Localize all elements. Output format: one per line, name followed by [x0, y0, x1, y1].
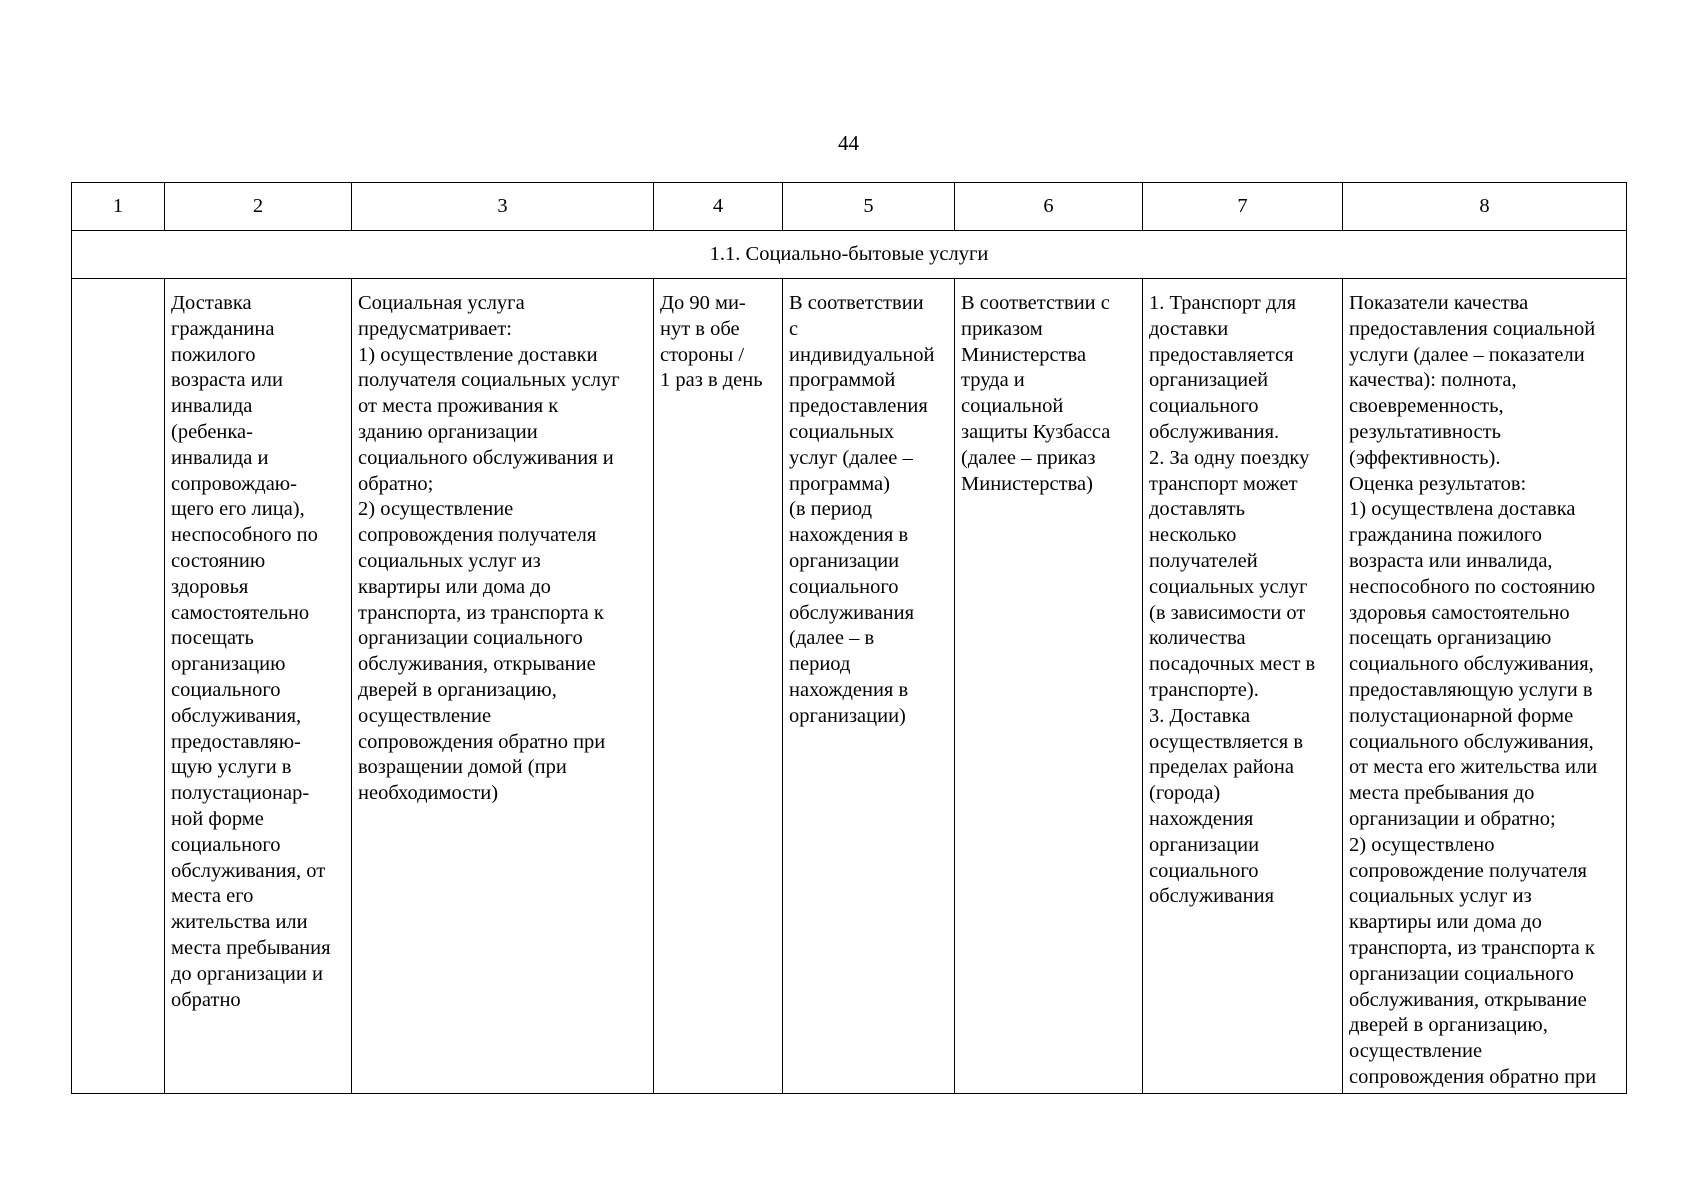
cell-text-line: приказом — [961, 317, 1043, 340]
cell-text-line: зданию организации — [358, 420, 538, 443]
cell-text-line: организацией — [1149, 369, 1269, 392]
cell-text-line: социальных услуг из — [1349, 885, 1532, 908]
cell-text-line: социального — [1149, 395, 1259, 418]
cell-quality-indicators — [1343, 279, 1627, 1094]
cell-text-line: (эффективность). — [1349, 446, 1501, 469]
cell-text-line: В соответствии — [789, 292, 924, 314]
cell-volume — [783, 279, 955, 1094]
cell-text-line: организации) — [789, 704, 906, 727]
cell-text-line: здоровья — [171, 575, 249, 598]
cell-text-line: Социальная услуга — [358, 292, 525, 314]
cell-text-line: обслуживания, от — [171, 859, 326, 882]
cell-text-line: неспособного по — [171, 524, 318, 547]
cell-text-line: инвалида и — [171, 446, 269, 469]
cell-text-line: социального обслуживания и — [358, 446, 614, 469]
cell-text-line: дверей в организацию, — [1349, 1014, 1548, 1037]
cell-text-line: нахождения — [1149, 807, 1254, 830]
cell-text-line: посещать организацию — [1349, 627, 1552, 650]
cell-text-line: социального — [789, 575, 899, 598]
cell-text-line: от места проживания к — [358, 395, 559, 418]
cell-text-line: гражданина пожилого — [1349, 524, 1543, 547]
cell-text-line: дверей в организацию, — [358, 678, 557, 701]
cell-text-line: обслуживания — [1149, 885, 1275, 908]
cell-text-line: социального обслуживания, — [1349, 653, 1594, 676]
cell-text-line: транспорта, из транспорта к — [358, 601, 604, 624]
cell-text-line: транспорта, из транспорта к — [1349, 936, 1595, 959]
cell-text-line: до организации и — [171, 962, 323, 985]
cell-text-line: предоставления социальной — [1349, 317, 1596, 340]
cell-text-line: получателей — [1149, 549, 1258, 572]
cell-text-line: 1 раз в день — [660, 369, 763, 392]
cell-text-line: жительства или — [171, 911, 308, 934]
column-header-1: 1 — [72, 183, 165, 231]
cell-text-line: (далее – в — [789, 627, 875, 650]
cell-text-line: Министерства) — [961, 472, 1093, 495]
cell-text-line: ной форме — [171, 807, 264, 830]
column-header-3: 3 — [352, 183, 654, 231]
cell-text-line: социального — [171, 833, 281, 856]
cell-text-line: обслуживания, — [171, 704, 302, 727]
cell-text-line: щего его лица), — [171, 498, 305, 521]
cell-text-line: квартиры или дома до — [358, 575, 551, 598]
cell-service-description — [352, 279, 654, 1094]
cell-text-line: социальной — [961, 395, 1064, 418]
cell-text-line: организации социального — [358, 627, 583, 650]
cell-text-line: возращении домой (при — [358, 756, 567, 779]
cell-text-line: 1) осуществление доставки — [358, 343, 598, 366]
services-table — [71, 182, 1627, 1094]
column-header-7: 7 — [1143, 183, 1343, 231]
cell-text-line: результативность — [1349, 420, 1501, 443]
cell-text-line: социального — [1149, 859, 1259, 882]
column-header-8: 8 — [1343, 183, 1627, 231]
cell-text-line: защиты Кузбасса — [961, 420, 1111, 443]
cell-text-line: стороны / — [660, 343, 745, 366]
cell-text-line: состоянию — [171, 549, 266, 572]
cell-conditions — [1143, 279, 1343, 1094]
cell-text-line: качества): полнота, — [1349, 369, 1517, 392]
cell-text-line: гражданина — [171, 317, 275, 340]
cell-text-line: обратно; — [358, 472, 434, 495]
cell-text-line: (в зависимости от — [1149, 601, 1306, 624]
cell-text-line: (города) — [1149, 782, 1221, 805]
cell-text-line: До 90 ми- — [660, 292, 746, 314]
cell-text-line: услуг (далее – — [789, 446, 913, 469]
cell-text-line: социальных — [789, 420, 895, 443]
cell-text-line: квартиры или дома до — [1349, 911, 1542, 934]
cell-text-line: пожилого — [171, 343, 256, 366]
cell-text-line: щую услуги в — [171, 756, 292, 779]
cell-text-line: 1) осуществлена доставка — [1349, 498, 1576, 521]
cell-text-line: обслуживания, открывание — [358, 653, 596, 676]
cell-text-line: получателя социальных услуг — [358, 369, 620, 392]
cell-text-line: количества — [1149, 627, 1246, 650]
cell-text-line: возраста или — [171, 369, 283, 392]
cell-text-line: (в период — [789, 498, 873, 521]
cell-text-line: доставки — [1149, 317, 1229, 340]
column-header-6: 6 — [955, 183, 1143, 231]
table-row — [72, 279, 1627, 1094]
cell-text-line: осуществление — [1349, 1040, 1483, 1063]
cell-text-line: обслуживания, открывание — [1349, 988, 1587, 1011]
cell-text-line: доставлять — [1149, 498, 1245, 521]
cell-text-line: полустационар- — [171, 782, 310, 805]
cell-text-line: индивидуальной — [789, 343, 935, 366]
cell-text-line: Оценка результатов: — [1349, 472, 1527, 495]
cell-text-line: 2) осуществление — [358, 498, 514, 521]
section-title: 1.1. Социально-бытовые услуги — [72, 231, 1627, 279]
cell-text-line: предоставляется — [1149, 343, 1294, 366]
cell-text-line: посадочных мест в — [1149, 653, 1316, 676]
cell-text-line: сопровождения получателя — [358, 524, 597, 547]
cell-text-line: 2) осуществлено — [1349, 833, 1495, 856]
cell-text-line: обратно — [171, 988, 241, 1011]
cell-text-line: места пребывания до — [1349, 782, 1535, 805]
cell-text-line: осуществление — [358, 704, 492, 727]
cell-number — [72, 279, 165, 1094]
cell-service-name — [165, 279, 352, 1094]
cell-text-line: осуществляется в — [1149, 730, 1304, 753]
cell-text-line: организацию — [171, 653, 286, 676]
cell-text-line: пределах района — [1149, 756, 1294, 779]
cell-text-line: (далее – приказ — [961, 446, 1096, 469]
cell-text-line: своевременность, — [1349, 395, 1504, 418]
cell-text-line: 2. За одну поездку — [1149, 446, 1310, 469]
column-number-row — [72, 183, 1627, 231]
page-number: 44 — [838, 131, 859, 155]
cell-text-line: обслуживания. — [1149, 420, 1280, 443]
column-header-4: 4 — [654, 183, 783, 231]
cell-text-line: несколько — [1149, 524, 1237, 547]
cell-tariff — [955, 279, 1143, 1094]
cell-text-line: социальных услуг из — [358, 549, 541, 572]
cell-text-line: период — [789, 653, 851, 676]
cell-text-line: посещать — [171, 627, 254, 650]
cell-text-line: программой — [789, 369, 896, 392]
cell-duration — [654, 279, 783, 1094]
cell-text-line: В соответствии с — [961, 292, 1110, 314]
cell-text-line: от места его жительства или — [1349, 756, 1598, 779]
cell-text-line: (ребенка- — [171, 420, 253, 443]
cell-text-line: транспорт может — [1149, 472, 1298, 495]
cell-text-line: социального обслуживания, — [1349, 730, 1594, 753]
cell-text-line: предоставляющую услуги в — [1349, 678, 1593, 701]
cell-text-line: инвалида — [171, 395, 253, 418]
cell-text-line: здоровья самостоятельно — [1349, 601, 1570, 624]
cell-text-line: места пребывания — [171, 936, 331, 959]
cell-text-line: предоставления — [789, 395, 928, 418]
section-row — [72, 231, 1627, 279]
cell-text-line: организации — [1149, 833, 1260, 856]
cell-text-line: с — [789, 317, 799, 340]
cell-text-line: нут в обе — [660, 317, 740, 340]
cell-text-line: организации и обратно; — [1349, 807, 1556, 830]
cell-text-line: сопровождения обратно при — [1349, 1065, 1597, 1088]
cell-text-line: сопровождения обратно при — [358, 730, 606, 753]
cell-text-line: 1. Транспорт для — [1149, 292, 1297, 314]
cell-text-line: 3. Доставка — [1149, 704, 1251, 727]
cell-text-line: организации социального — [1349, 962, 1574, 985]
cell-text-line: Министерства — [961, 343, 1087, 366]
cell-text-line: организации — [789, 549, 900, 572]
column-header-2: 2 — [165, 183, 352, 231]
cell-text-line: полустационарной форме — [1349, 704, 1574, 727]
cell-text-line: труда и — [961, 369, 1025, 392]
cell-text-line: Показатели качества — [1349, 292, 1529, 314]
cell-text-line: места его — [171, 885, 254, 908]
cell-text-line: предусматривает: — [358, 317, 512, 340]
cell-text-line: самостоятельно — [171, 601, 310, 624]
cell-text-line: обслуживания — [789, 601, 915, 624]
cell-text-line: неспособного по состоянию — [1349, 575, 1596, 598]
cell-text-line: социальных услуг — [1149, 575, 1308, 598]
cell-text-line: сопровождение получателя — [1349, 859, 1587, 882]
column-header-5: 5 — [783, 183, 955, 231]
cell-text-line: Доставка — [171, 292, 252, 314]
cell-text-line: транспорте). — [1149, 678, 1259, 701]
cell-text-line: нахождения в — [789, 678, 909, 701]
cell-text-line: возраста или инвалида, — [1349, 549, 1553, 572]
cell-text-line: нахождения в — [789, 524, 909, 547]
cell-text-line: социального — [171, 678, 281, 701]
cell-text-line: сопровождаю- — [171, 472, 297, 495]
cell-text-line: услуги (далее – показатели — [1349, 343, 1585, 366]
cell-text-line: необходимости) — [358, 782, 499, 805]
cell-text-line: предоставляю- — [171, 730, 301, 753]
cell-text-line: программа) — [789, 472, 890, 495]
